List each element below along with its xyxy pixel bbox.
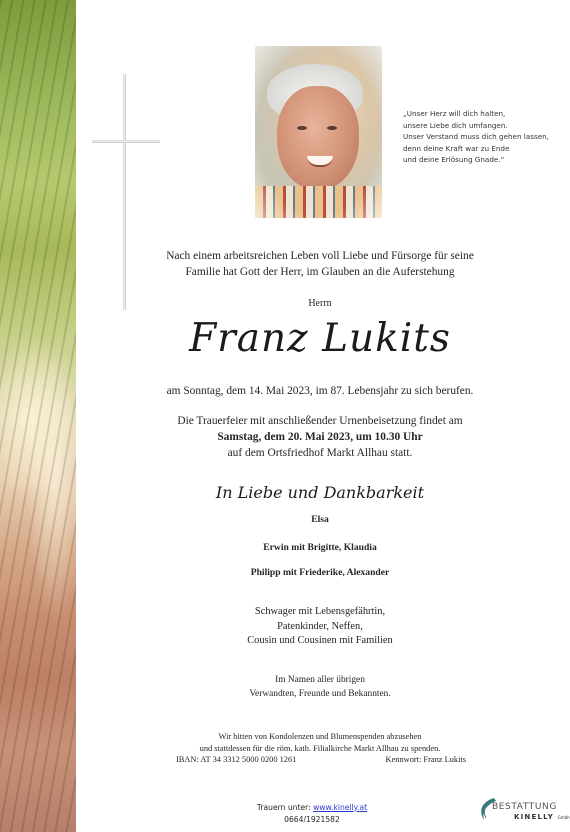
others-note <box>120 674 520 701</box>
donation-note <box>140 731 500 755</box>
spouse-name: Elsa <box>311 514 329 525</box>
funeral-location: auf dem Ortsfriedhof Markt Allhau statt. <box>227 447 413 459</box>
child-family: Erwin mit Brigitte, Klaudia <box>263 542 377 553</box>
funeral-line: Die Trauerfeier mit anschließender Urnenbeisetzung findet am <box>177 415 463 427</box>
intro-line: Nach einem arbeitsreichen Leben voll Liebe und Fürsorge für seine <box>166 250 474 262</box>
quote-line: und deine Erlösung Gnade.“ <box>403 155 505 165</box>
quote-line: unsere Liebe dich umfangen. <box>403 120 508 130</box>
funeral-date-time: Samstag, dem 20. Mai 2023, um 10.30 Uhr <box>217 431 423 443</box>
iban: IBAN: AT 34 3312 5000 0200 1261 <box>176 755 297 764</box>
contact-label: Trauern unter: <box>256 803 311 812</box>
relatives-line: Schwager mit Lebensgefährtin, <box>254 606 386 617</box>
portrait-photo <box>255 46 382 218</box>
deceased-name: Franz Lukits <box>189 316 451 361</box>
funeral-info <box>120 413 520 461</box>
others-line: Verwandten, Freunde und Bekannten. <box>249 688 391 699</box>
logo-text: BESTATTUNG <box>492 802 557 812</box>
quote-line: Unser Verstand muss dich gehen lassen, <box>403 132 549 142</box>
donation-line: und stattdessen für die röm. kath. Filialkirche Markt Allhau zu spenden. <box>199 743 441 753</box>
intro-line: Familie hat Gott der Herr, im Glauben an die Auferstehung <box>185 266 455 278</box>
website-link[interactable]: www.kinelly.at <box>313 803 368 812</box>
phone-number: 0664/1921582 <box>284 814 340 824</box>
salutation: Herrn <box>308 298 332 309</box>
child-family: Philipp mit Friederike, Alexander <box>250 567 390 578</box>
quote-line: denn deine Kraft war zu Ende <box>403 143 510 153</box>
quote-line: „Unser Herz will dich halten, <box>403 109 506 118</box>
relatives-line: Patenkinder, Neffen, <box>277 620 363 632</box>
bank-details <box>176 755 466 764</box>
donation-line: Wir bitten von Kondolenzen und Blumenspenden abzusehen <box>218 732 422 741</box>
logo-subtext: KINELLY Gmbh <box>514 813 570 821</box>
death-notice: am Sonntag, dem 14. Mai 2023, im 87. Lebensjahr zu sich berufen. <box>166 385 474 397</box>
contact-info <box>222 802 402 825</box>
relatives-line: Cousin und Cousinen mit Familien <box>247 635 393 647</box>
others-line: Im Namen aller übrigen <box>275 675 365 685</box>
relatives-list <box>120 605 520 649</box>
funeral-home-logo <box>470 790 570 826</box>
forest-path-image <box>0 0 76 832</box>
thanks-heading: In Liebe und Dankbarkeit <box>215 483 425 502</box>
logo-suffix: Gmbh <box>557 815 570 820</box>
donation-keyword: Kennwort: Franz Lukits <box>385 755 466 764</box>
memorial-quote <box>403 108 563 166</box>
intro-text <box>120 248 520 280</box>
